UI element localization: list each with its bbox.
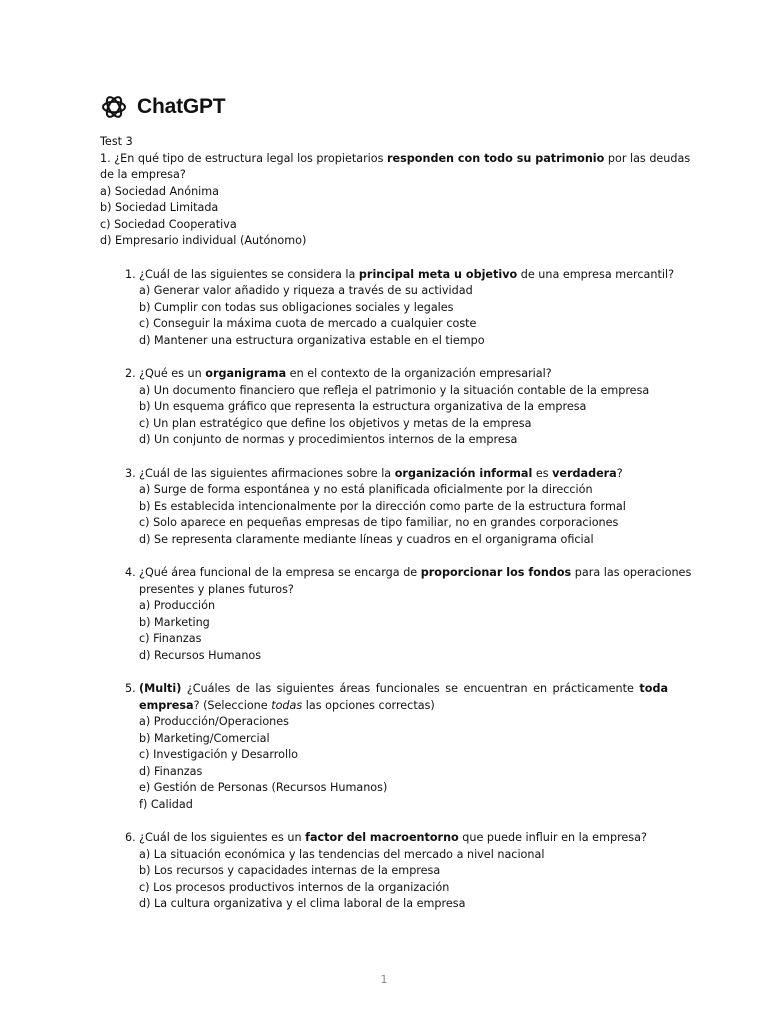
answer-option: a) Generar valor añadido y riqueza a través de su actividad [139, 284, 473, 297]
logo [100, 93, 225, 121]
question-number: 6. [125, 831, 136, 844]
intro-option: d) Empresario individual (Autónomo) [100, 234, 307, 247]
answer-option: c) Solo aparece en pequeñas empresas de tipo familiar, no en grandes corporaciones [139, 516, 619, 529]
question-text-line2: empresa? (Seleccione todas las opciones correctas) [139, 698, 435, 712]
intro-question-line1: 1. ¿En qué tipo de estructura legal los propietarios responden con todo su patrimonio por las deudas [100, 151, 691, 165]
question-text: ¿Cuál de las siguientes afirmaciones sobre la organización informal es verdadera? [139, 466, 623, 480]
question-text: (Multi) ¿Cuáles de las siguientes áreas funcionales se encuentran en prácticamente toda [139, 682, 668, 695]
answer-option: d) Recursos Humanos [139, 648, 262, 662]
logo-text: ChatGPT [137, 94, 226, 118]
question-text: ¿Qué área funcional de la empresa se encarga de proporcionar los fondos para las operaciones [139, 566, 692, 579]
intro-option: b) Sociedad Limitada [100, 201, 219, 214]
answer-option: d) Se representa claramente mediante líneas y cuadros en el organigrama oficial [139, 532, 594, 546]
intro-question-line2: de la empresa? [100, 168, 186, 181]
question-text: ¿Cuál de los siguientes es un factor del macroentorno que puede influir en la empresa? [139, 831, 647, 844]
answer-option: a) Producción [139, 599, 216, 612]
question-number: 2. [125, 367, 136, 380]
openai-logo-icon [100, 93, 128, 121]
answer-option: c) Los procesos productivos internos de la organización [139, 880, 450, 894]
question-number: 5. [125, 682, 136, 695]
question-number: 4. [125, 566, 136, 579]
question-1 [100, 267, 675, 350]
answer-option: b) Cumplir con todas sus obligaciones sociales y legales [139, 300, 454, 314]
question-number: 1. [125, 267, 136, 281]
test-title: Test 3 [100, 135, 133, 148]
answer-option: c) Un plan estratégico que define los objetivos y metas de la empresa [139, 416, 532, 430]
answer-option: a) Producción/Operaciones [139, 715, 289, 728]
answer-option: b) Es establecida intencionalmente por la dirección como parte de la estructura formal [139, 499, 626, 513]
question-4 [100, 565, 692, 664]
document-body [100, 134, 692, 913]
answer-option: d) Mantener una estructura organizativa estable en el tiempo [139, 333, 485, 347]
answer-option: b) Marketing [139, 615, 210, 629]
answer-option: b) Un esquema gráfico que representa la estructura organizativa de la empresa [139, 400, 587, 413]
answer-option: b) Los recursos y capacidades internas de la empresa [139, 864, 441, 877]
answer-option: d) La cultura organizativa y el clima laboral de la empresa [139, 897, 466, 910]
page-number: 1 [380, 973, 388, 986]
answer-option: d) Finanzas [139, 764, 203, 778]
answer-option: a) Surge de forma espontánea y no está planificada oficialmente por la dirección [139, 483, 593, 496]
question-number: 3. [125, 466, 136, 480]
intro-option: a) Sociedad Anónima [100, 184, 220, 198]
intro-option: c) Sociedad Cooperativa [100, 217, 237, 231]
answer-option: a) La situación económica y las tendencias del mercado a nivel nacional [139, 847, 545, 861]
question-text-line2: presentes y planes futuros? [139, 582, 294, 596]
question-text: ¿Qué es un organigrama en el contexto de la organización empresarial? [139, 367, 552, 380]
intro-question [100, 151, 691, 250]
question-text: ¿Cuál de las siguientes se considera la principal meta u objetivo de una empresa mercantil? [139, 267, 675, 281]
answer-option: d) Un conjunto de normas y procedimientos internos de la empresa [139, 433, 518, 446]
answer-option: e) Gestión de Personas (Recursos Humanos) [139, 781, 388, 794]
question-2 [100, 366, 668, 449]
answer-option: a) Un documento financiero que refleja el patrimonio y la situación contable de la empresa [139, 383, 650, 397]
question-list [100, 267, 692, 913]
answer-option: c) Finanzas [139, 632, 202, 645]
question-3 [100, 466, 668, 549]
answer-option: c) Conseguir la máxima cuota de mercado a cualquier coste [139, 317, 477, 330]
answer-option: c) Investigación y Desarrollo [139, 748, 299, 761]
answer-option: f) Calidad [139, 797, 193, 811]
question-6 [100, 830, 668, 913]
question-5 [100, 681, 668, 813]
answer-option: b) Marketing/Comercial [139, 731, 270, 745]
